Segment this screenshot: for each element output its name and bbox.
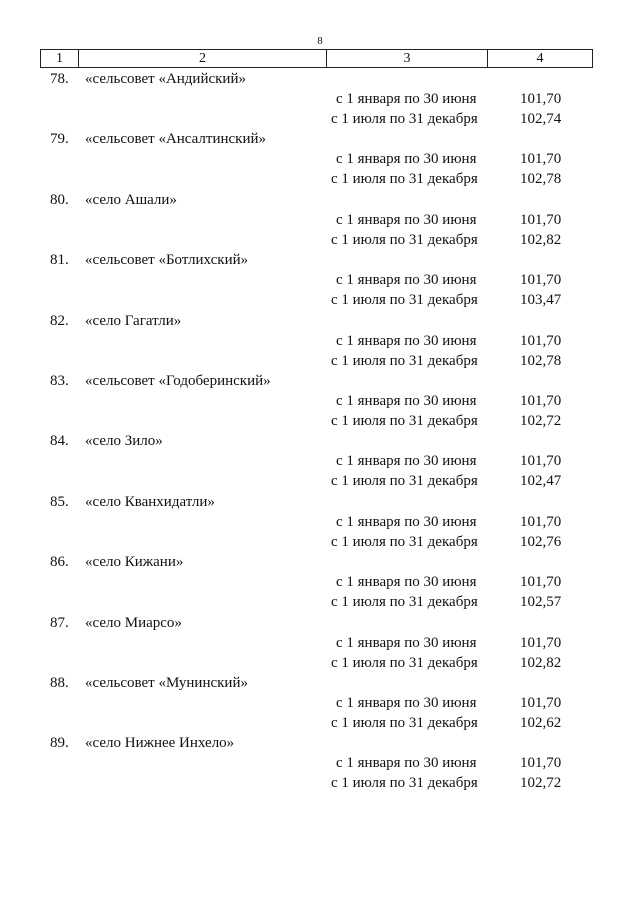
index-value: 102,82 [520,231,562,248]
table-row [0,431,640,491]
period-label: с 1 июля по 31 декабря [331,594,478,611]
index-value: 101,70 [520,332,562,349]
index-value: 102,47 [520,473,562,490]
index-value: 102,62 [520,714,562,731]
index-value: 101,70 [520,91,562,107]
period-label: с 1 июля по 31 декабря [331,714,478,731]
period-label: с 1 июля по 31 декабря [331,111,478,127]
index-value: 102,74 [520,111,562,127]
period-label: с 1 января по 30 июня [336,272,477,289]
period-label: с 1 января по 30 июня [336,634,477,651]
settlement-name: «сельсовет «Мунинский» [85,674,248,691]
row-number: 79. [50,131,69,148]
table-row [0,311,640,371]
index-value: 103,47 [520,292,562,309]
table-row [0,552,640,612]
index-value: 101,70 [520,694,562,711]
settlement-name: «село Нижнее Инхело» [85,735,235,752]
settlement-name: «сельсовет «Ансалтинский» [85,131,267,148]
row-number: 87. [50,614,69,631]
period-label: с 1 января по 30 июня [336,91,477,107]
settlement-name: «сельсовет «Годоберинский» [85,372,271,389]
period-label: с 1 июля по 31 декабря [331,352,478,369]
row-number: 85. [50,493,69,510]
index-value: 101,70 [520,392,562,409]
table-row [0,190,640,250]
settlement-name: «село Миарсо» [85,614,182,631]
row-number: 80. [50,191,69,208]
index-value: 101,70 [520,272,562,289]
period-label: с 1 января по 30 июня [336,513,477,530]
index-value: 102,78 [520,352,562,369]
header-col-1: 1 [41,50,79,68]
table-row [0,129,640,189]
settlement-name: «село Зило» [85,433,163,450]
period-label: с 1 июля по 31 декабря [331,171,478,188]
period-label: с 1 июля по 31 декабря [331,473,478,490]
index-value: 101,70 [520,634,562,651]
index-value: 102,72 [520,412,562,429]
period-label: с 1 января по 30 июня [336,211,477,228]
table-row [0,733,640,793]
period-label: с 1 июля по 31 декабря [331,231,478,248]
period-label: с 1 июля по 31 декабря [331,533,478,550]
row-number: 89. [50,735,69,752]
index-value: 101,70 [520,211,562,228]
period-label: с 1 января по 30 июня [336,694,477,711]
period-label: с 1 июля по 31 декабря [331,654,478,671]
settlement-name: «сельсовет «Ботлихский» [85,252,249,269]
settlement-name: «село Гагатли» [85,312,182,329]
period-label: с 1 июля по 31 декабря [331,292,478,309]
row-number: 81. [50,252,69,269]
row-number: 86. [50,554,69,571]
period-label: с 1 января по 30 июня [336,392,477,409]
table-row [0,613,640,673]
page-number: 8 [317,35,323,47]
settlement-name: «сельсовет «Андийский» [85,71,246,87]
period-label: с 1 июля по 31 декабря [331,412,478,429]
index-value: 101,70 [520,513,562,530]
period-label: с 1 января по 30 июня [336,574,477,591]
header-col-2: 2 [79,50,327,68]
index-value: 101,70 [520,151,562,168]
index-value: 102,72 [520,775,562,792]
period-label: с 1 января по 30 июня [336,332,477,349]
table-header [40,49,593,68]
row-number: 83. [50,372,69,389]
table-row [0,371,640,431]
table-body [0,69,640,794]
index-value: 101,70 [520,453,562,470]
index-value: 102,78 [520,171,562,188]
settlement-name: «село Кванхидатли» [85,493,215,510]
row-number: 78. [50,71,69,87]
table-row [0,673,640,733]
row-number: 88. [50,674,69,691]
table-row [0,492,640,552]
index-value: 102,82 [520,654,562,671]
table-row [0,69,640,129]
period-label: с 1 января по 30 июня [336,453,477,470]
period-label: с 1 января по 30 июня [336,755,477,772]
row-number: 84. [50,433,69,450]
settlement-name: «село Ашали» [85,191,177,208]
header-col-4: 4 [488,50,593,68]
period-label: с 1 июля по 31 декабря [331,775,478,792]
index-value: 102,57 [520,594,562,611]
header-col-3: 3 [327,50,488,68]
row-number: 82. [50,312,69,329]
period-label: с 1 января по 30 июня [336,151,477,168]
table-row [0,250,640,310]
settlement-name: «село Кижани» [85,554,184,571]
index-value: 102,76 [520,533,562,550]
index-value: 101,70 [520,574,562,591]
index-value: 101,70 [520,755,562,772]
